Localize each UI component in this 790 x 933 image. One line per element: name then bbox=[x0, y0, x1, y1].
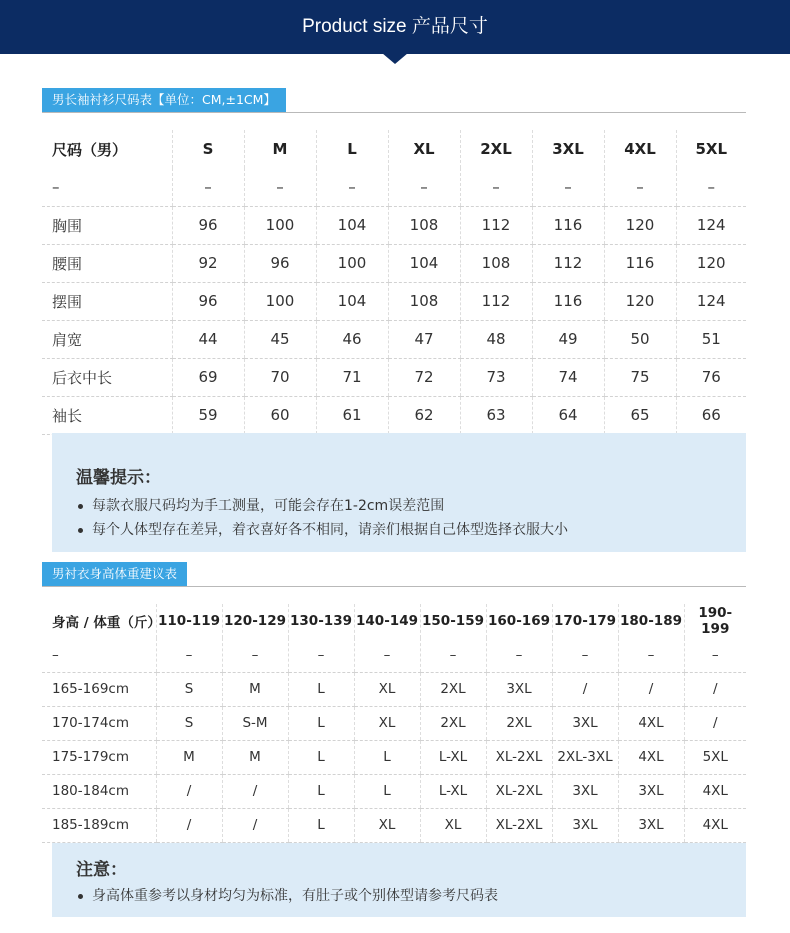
table-cell: L bbox=[288, 774, 354, 808]
column-header: 2XL bbox=[460, 130, 532, 168]
table-cell: 3XL bbox=[618, 774, 684, 808]
table-cell: 112 bbox=[460, 282, 532, 320]
table-cell: 100 bbox=[244, 206, 316, 244]
fit-chart-rule bbox=[42, 586, 746, 587]
column-header: 130-139 bbox=[288, 604, 354, 638]
table-cell: – bbox=[604, 168, 676, 206]
table-cell: 2XL bbox=[420, 706, 486, 740]
size-chart-rule bbox=[42, 112, 746, 113]
size-chart-table bbox=[42, 130, 746, 435]
table-cell: 2XL bbox=[420, 672, 486, 706]
table-cell: 48 bbox=[460, 320, 532, 358]
column-header: 5XL bbox=[676, 130, 746, 168]
table-cell: 51 bbox=[676, 320, 746, 358]
table-cell: 65 bbox=[604, 396, 676, 434]
table-cell: / bbox=[222, 774, 288, 808]
table-cell: – bbox=[388, 168, 460, 206]
table-cell: XL bbox=[420, 808, 486, 842]
table-cell: XL-2XL bbox=[486, 808, 552, 842]
column-header: L bbox=[316, 130, 388, 168]
table-cell: 64 bbox=[532, 396, 604, 434]
table-cell: 100 bbox=[316, 244, 388, 282]
table-cell: XL-2XL bbox=[486, 740, 552, 774]
table-cell: S bbox=[156, 672, 222, 706]
table-cell: 46 bbox=[316, 320, 388, 358]
table-cell: 71 bbox=[316, 358, 388, 396]
table-cell: / bbox=[618, 672, 684, 706]
banner-notch bbox=[382, 53, 408, 64]
table-cell: 96 bbox=[172, 206, 244, 244]
table-cell: 116 bbox=[532, 206, 604, 244]
table-cell: L-XL bbox=[420, 774, 486, 808]
column-header: 160-169 bbox=[486, 604, 552, 638]
table-cell: L bbox=[288, 808, 354, 842]
row-label: 185-189cm bbox=[42, 808, 156, 842]
table-cell: – bbox=[244, 168, 316, 206]
table-cell: 120 bbox=[604, 206, 676, 244]
table-cell: 3XL bbox=[552, 774, 618, 808]
table-cell: – bbox=[288, 638, 354, 672]
table-cell: 45 bbox=[244, 320, 316, 358]
table-row bbox=[42, 396, 746, 434]
table-cell: 4XL bbox=[684, 774, 746, 808]
row-label: 175-179cm bbox=[42, 740, 156, 774]
table-cell: 2XL-3XL bbox=[552, 740, 618, 774]
column-header: 3XL bbox=[532, 130, 604, 168]
column-header: XL bbox=[388, 130, 460, 168]
column-header: 尺码（男） bbox=[52, 140, 128, 159]
table-cell: 96 bbox=[244, 244, 316, 282]
row-label: 后衣中长 bbox=[42, 358, 172, 396]
table-cell: – bbox=[42, 168, 172, 206]
table-cell: 2XL bbox=[486, 706, 552, 740]
column-header: 180-189 bbox=[618, 604, 684, 638]
table-cell: 4XL bbox=[684, 808, 746, 842]
row-label: 肩宽 bbox=[42, 320, 172, 358]
column-header: 身高 / 体重（斤） bbox=[52, 615, 161, 631]
table-cell: 62 bbox=[388, 396, 460, 434]
table-cell: 92 bbox=[172, 244, 244, 282]
column-header: 120-129 bbox=[222, 604, 288, 638]
row-label: 袖长 bbox=[42, 396, 172, 434]
table-cell: 75 bbox=[604, 358, 676, 396]
table-cell: 108 bbox=[388, 206, 460, 244]
row-label: 165-169cm bbox=[42, 672, 156, 706]
column-header: 4XL bbox=[604, 130, 676, 168]
table-cell: 116 bbox=[604, 244, 676, 282]
table-cell: 112 bbox=[460, 206, 532, 244]
table-cell: – bbox=[222, 638, 288, 672]
table-cell: 104 bbox=[388, 244, 460, 282]
table-cell: 5XL bbox=[684, 740, 746, 774]
table-row bbox=[42, 808, 746, 842]
table-cell: 3XL bbox=[552, 706, 618, 740]
table-cell: XL bbox=[354, 808, 420, 842]
table-cell: 100 bbox=[244, 282, 316, 320]
row-label: 胸围 bbox=[42, 206, 172, 244]
placeholder-row bbox=[42, 168, 746, 206]
table-cell: 120 bbox=[604, 282, 676, 320]
note-item: 身高体重参考以身材均匀为标准，有肚子或个别体型请参考尺码表 bbox=[76, 884, 746, 908]
table-cell: 63 bbox=[460, 396, 532, 434]
note-title: 注意： bbox=[76, 860, 127, 880]
column-header: 140-149 bbox=[354, 604, 420, 638]
table-cell: / bbox=[552, 672, 618, 706]
note-box bbox=[52, 843, 746, 917]
table-cell: L bbox=[354, 774, 420, 808]
table-cell: – bbox=[316, 168, 388, 206]
table-cell: 74 bbox=[532, 358, 604, 396]
table-cell: 76 bbox=[676, 358, 746, 396]
table-cell: – bbox=[486, 638, 552, 672]
table-cell: 108 bbox=[460, 244, 532, 282]
table-cell: 72 bbox=[388, 358, 460, 396]
column-header: 170-179 bbox=[552, 604, 618, 638]
table-cell: 124 bbox=[676, 282, 746, 320]
table-row bbox=[42, 672, 746, 706]
table-cell: 3XL bbox=[552, 808, 618, 842]
table-cell: XL bbox=[354, 706, 420, 740]
table-cell: 4XL bbox=[618, 740, 684, 774]
table-cell: M bbox=[156, 740, 222, 774]
row-label: 170-174cm bbox=[42, 706, 156, 740]
table-cell: / bbox=[684, 672, 746, 706]
table-cell: XL-2XL bbox=[486, 774, 552, 808]
column-header: 110-119 bbox=[156, 604, 222, 638]
table-cell: – bbox=[552, 638, 618, 672]
table-cell: 112 bbox=[532, 244, 604, 282]
fit-chart-label: 男衬衣身高体重建议表 bbox=[42, 562, 187, 586]
table-row bbox=[42, 774, 746, 808]
table-cell: S bbox=[156, 706, 222, 740]
table-cell: 73 bbox=[460, 358, 532, 396]
table-cell: 116 bbox=[532, 282, 604, 320]
table-cell: 61 bbox=[316, 396, 388, 434]
table-cell: S-M bbox=[222, 706, 288, 740]
column-header: 150-159 bbox=[420, 604, 486, 638]
table-cell: XL bbox=[354, 672, 420, 706]
row-label: 摆围 bbox=[42, 282, 172, 320]
size-chart-label: 男长袖衬衫尺码表【单位：CM,±1CM】 bbox=[42, 88, 286, 112]
table-cell: 104 bbox=[316, 282, 388, 320]
table-cell: – bbox=[172, 168, 244, 206]
table-row bbox=[42, 282, 746, 320]
tips-box bbox=[52, 433, 746, 552]
table-cell: / bbox=[222, 808, 288, 842]
tips-item: 每款衣服尺码均为手工测量，可能会存在1-2cm误差范围 bbox=[76, 494, 746, 518]
table-cell: / bbox=[684, 706, 746, 740]
table-cell: L bbox=[288, 740, 354, 774]
table-cell: 120 bbox=[676, 244, 746, 282]
table-cell: – bbox=[42, 638, 156, 672]
table-cell: 104 bbox=[316, 206, 388, 244]
row-label: 180-184cm bbox=[42, 774, 156, 808]
table-cell: – bbox=[618, 638, 684, 672]
table-cell: 3XL bbox=[486, 672, 552, 706]
table-header-row bbox=[42, 130, 746, 168]
banner-title: Product size 产品尺寸 bbox=[302, 16, 488, 37]
column-header: S bbox=[172, 130, 244, 168]
table-cell: – bbox=[420, 638, 486, 672]
table-cell: L bbox=[288, 672, 354, 706]
fit-chart-table bbox=[42, 604, 746, 843]
table-cell: 47 bbox=[388, 320, 460, 358]
table-cell: – bbox=[156, 638, 222, 672]
table-cell: 70 bbox=[244, 358, 316, 396]
tips-item: 每个人体型存在差异，着衣喜好各不相同，请亲们根据自己体型选择衣服大小 bbox=[76, 518, 746, 542]
table-cell: 49 bbox=[532, 320, 604, 358]
table-cell: 66 bbox=[676, 396, 746, 434]
table-row bbox=[42, 206, 746, 244]
table-cell: 124 bbox=[676, 206, 746, 244]
table-cell: – bbox=[676, 168, 746, 206]
column-header: M bbox=[244, 130, 316, 168]
table-cell: M bbox=[222, 740, 288, 774]
tips-title: 温馨提示： bbox=[76, 468, 161, 488]
table-cell: 4XL bbox=[618, 706, 684, 740]
table-cell: 3XL bbox=[618, 808, 684, 842]
table-row bbox=[42, 320, 746, 358]
table-row bbox=[42, 244, 746, 282]
table-cell: L bbox=[288, 706, 354, 740]
table-row bbox=[42, 358, 746, 396]
table-cell: 96 bbox=[172, 282, 244, 320]
table-cell: – bbox=[684, 638, 746, 672]
table-cell: 69 bbox=[172, 358, 244, 396]
table-cell: – bbox=[460, 168, 532, 206]
table-cell: 59 bbox=[172, 396, 244, 434]
table-cell: – bbox=[532, 168, 604, 206]
table-row bbox=[42, 706, 746, 740]
table-cell: M bbox=[222, 672, 288, 706]
placeholder-row bbox=[42, 638, 746, 672]
row-label: 腰围 bbox=[42, 244, 172, 282]
table-cell: / bbox=[156, 774, 222, 808]
table-cell: 60 bbox=[244, 396, 316, 434]
column-header: 190-199 bbox=[684, 604, 746, 638]
table-cell: – bbox=[354, 638, 420, 672]
table-cell: 50 bbox=[604, 320, 676, 358]
table-cell: L bbox=[354, 740, 420, 774]
table-row bbox=[42, 740, 746, 774]
table-cell: / bbox=[156, 808, 222, 842]
table-cell: L-XL bbox=[420, 740, 486, 774]
table-cell: 44 bbox=[172, 320, 244, 358]
table-header-row bbox=[42, 604, 746, 638]
table-cell: 108 bbox=[388, 282, 460, 320]
